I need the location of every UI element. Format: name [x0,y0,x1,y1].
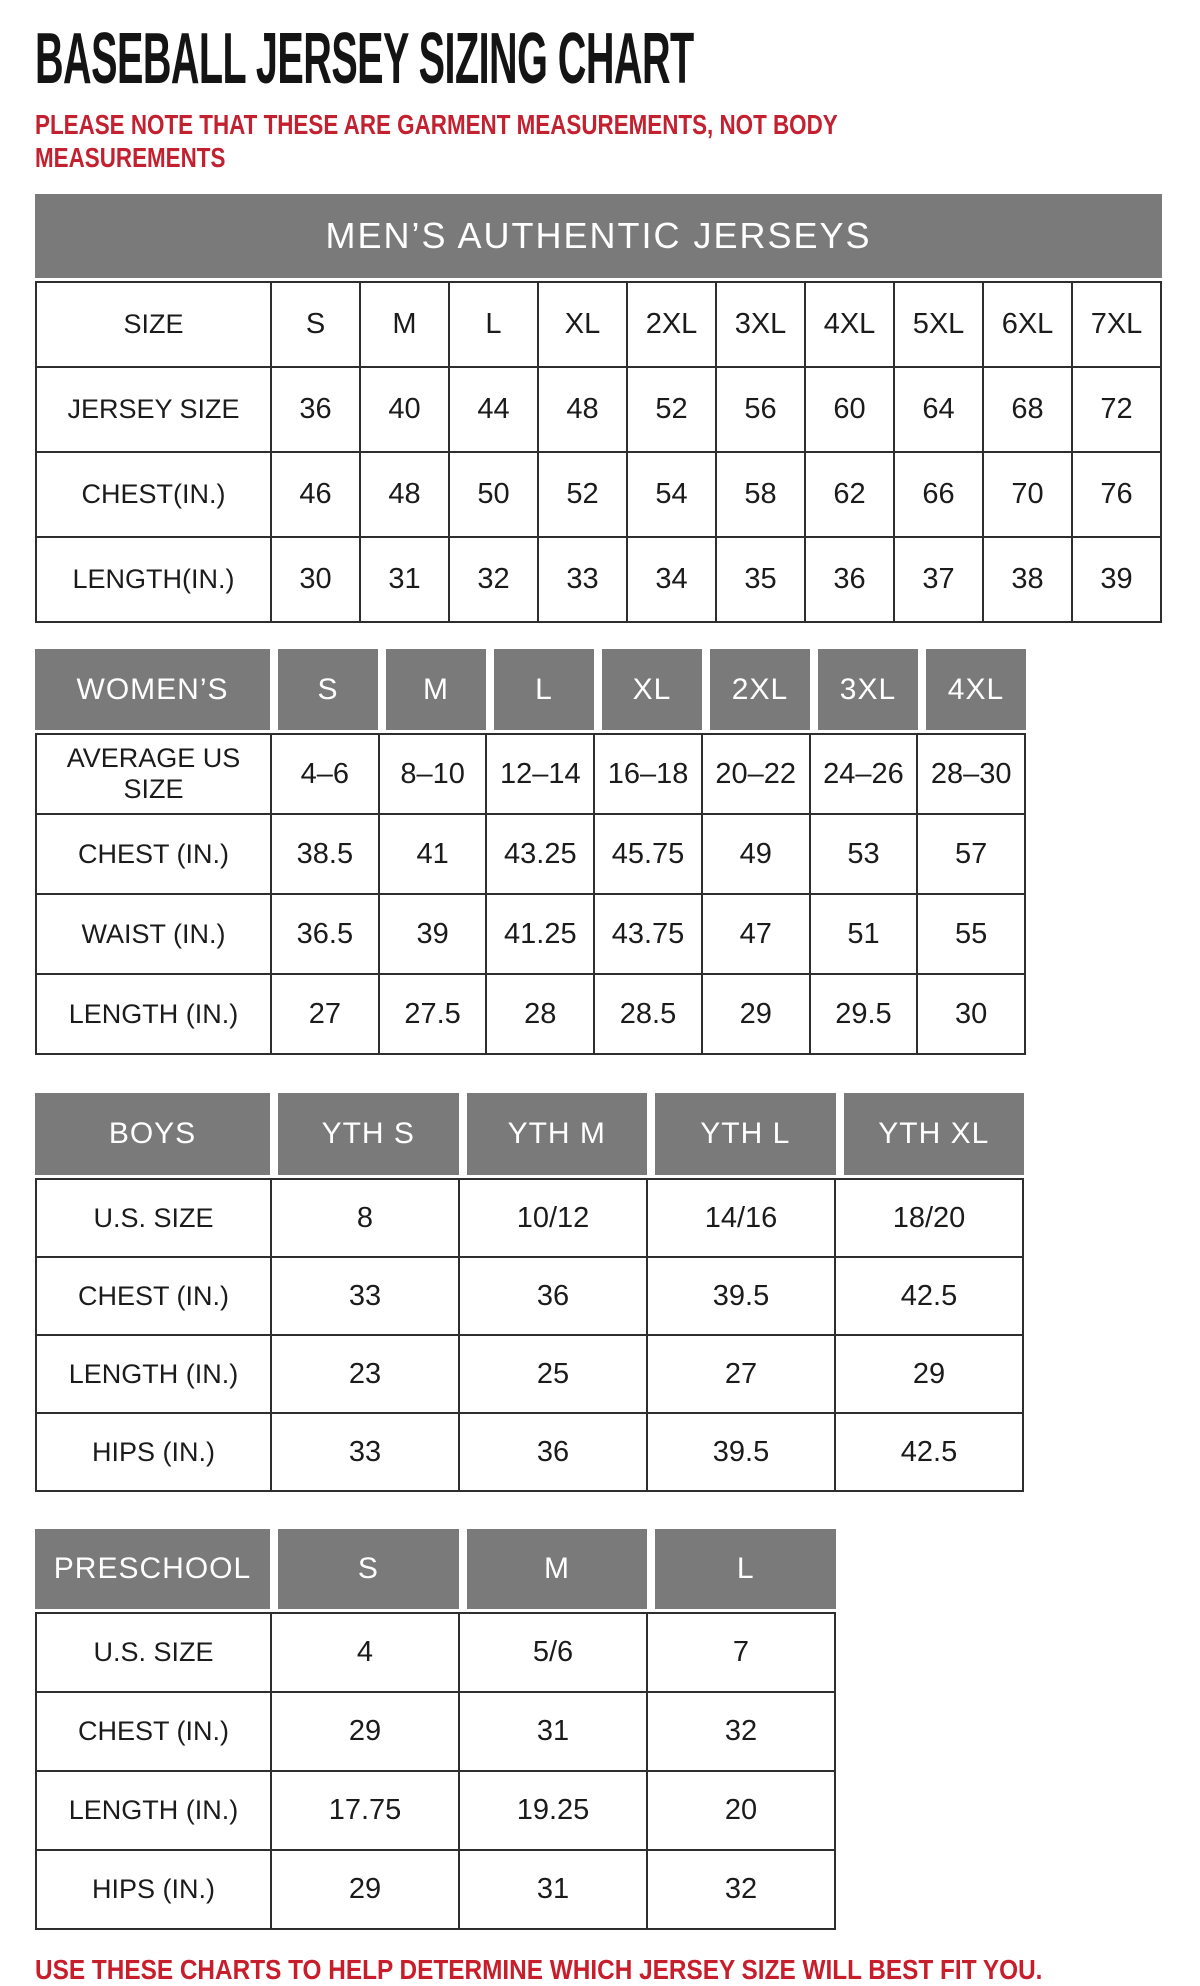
table-cell: 32 [646,1851,834,1928]
table-cell: 4 [270,1614,458,1691]
row-label: JERSEY SIZE [67,394,240,424]
table-cell: 36 [458,1258,646,1334]
footer-note: USE THESE CHARTS TO HELP DETERMINE WHICH JERSEY SIZE WILL BEST FIT YOU. [35,1954,1043,1985]
womens-row [37,973,1024,1053]
table-cell: 41.25 [485,895,593,973]
table-cell: 39.5 [646,1414,834,1490]
table-cell: 54 [626,453,715,536]
womens-header-col: 2XL [706,649,814,730]
preschool-row [37,1614,834,1691]
preschool-header-col: M [463,1529,652,1609]
table-cell: 72 [1071,368,1160,451]
preschool-sizing-table [35,1529,836,1930]
table-cell: 39.5 [646,1258,834,1334]
preschool-row [37,1691,834,1770]
table-cell: 58 [715,453,804,536]
table-cell: 31 [359,538,448,621]
table-cell: 36 [804,538,893,621]
table-cell: 39 [1071,538,1160,621]
row-label: CHEST (IN.) [77,1716,229,1746]
row-label: CHEST(IN.) [81,479,226,509]
table-cell: 36 [458,1414,646,1490]
table-cell: 28–30 [916,735,1024,813]
table-cell: 16–18 [593,735,701,813]
table-cell: 44 [448,368,537,451]
womens-row [37,893,1024,973]
note-line-1: PLEASE NOTE THAT THESE ARE GARMENT MEASUREMENTS, NOT BODY [35,109,838,140]
preschool-header-col: L [651,1529,836,1609]
table-cell: 62 [804,453,893,536]
table-cell: 7 [646,1614,834,1691]
boys-header-col: YTH XL [840,1093,1025,1175]
womens-sizing-table [35,649,1026,1055]
preschool-table-body [35,1612,836,1930]
boys-row [37,1256,1022,1334]
womens-header-col: S [274,649,382,730]
table-cell: 7XL [1071,283,1160,366]
boys-row [37,1334,1022,1412]
row-label: WAIST (IN.) [81,918,226,949]
table-cell: 52 [626,368,715,451]
table-cell: 36 [270,368,359,451]
table-cell: 70 [982,453,1071,536]
table-cell: 17.75 [270,1772,458,1849]
table-cell: 32 [448,538,537,621]
table-cell: 36.5 [270,895,378,973]
table-cell: M [359,283,448,366]
table-cell: 47 [701,895,809,973]
table-cell: 8–10 [378,735,486,813]
table-cell: 6XL [982,283,1071,366]
preschool-header-label: PRESCHOOL [35,1529,274,1609]
row-label: LENGTH(IN.) [72,564,235,594]
table-cell: S [270,283,359,366]
table-cell: 5/6 [458,1614,646,1691]
boys-row [37,1412,1022,1490]
table-cell: L [448,283,537,366]
table-cell: 30 [916,975,1024,1053]
table-cell: 34 [626,538,715,621]
table-cell: 48 [359,453,448,536]
row-label: CHEST (IN.) [77,838,229,869]
table-cell: 48 [537,368,626,451]
row-label: HIPS (IN.) [91,1874,215,1904]
mens-row [37,536,1160,621]
table-cell: 25 [458,1336,646,1412]
garment-measurements-note [35,108,967,174]
row-label: U.S. SIZE [93,1202,214,1233]
table-cell: 27.5 [378,975,486,1053]
mens-jerseys-table-section [35,194,1162,623]
table-cell: 20 [646,1772,834,1849]
table-cell: 50 [448,453,537,536]
table-cell: 41 [378,815,486,893]
table-cell: XL [537,283,626,366]
row-label: AVERAGE US SIZE [66,743,241,804]
table-cell: 4–6 [270,735,378,813]
boys-header-col: YTH M [463,1093,652,1175]
preschool-jerseys-table-section [35,1529,836,1930]
mens-row [37,366,1160,451]
note-line-2: MEASUREMENTS [35,142,226,173]
table-cell: 56 [715,368,804,451]
table-cell: 29 [270,1693,458,1770]
boys-header-label: BOYS [35,1093,274,1175]
preschool-row [37,1849,834,1928]
mens-row [37,283,1160,366]
table-cell: 3XL [715,283,804,366]
preschool-header-col: S [274,1529,463,1609]
table-cell: 28 [485,975,593,1053]
row-label: SIZE [123,309,184,339]
table-cell: 27 [270,975,378,1053]
table-cell: 30 [270,538,359,621]
page-title: BASEBALL JERSEY SIZING CHART [35,19,694,99]
table-cell: 42.5 [834,1414,1022,1490]
table-cell: 40 [359,368,448,451]
table-cell: 2XL [626,283,715,366]
row-label: LENGTH (IN.) [68,1358,239,1389]
table-cell: 33 [270,1414,458,1490]
womens-header-col: 3XL [814,649,922,730]
table-cell: 20–22 [701,735,809,813]
table-cell: 23 [270,1336,458,1412]
table-cell: 12–14 [485,735,593,813]
table-cell: 28.5 [593,975,701,1053]
table-cell: 24–26 [809,735,917,813]
table-cell: 66 [893,453,982,536]
mens-table-banner: MEN’S AUTHENTIC JERSEYS [35,194,1162,278]
table-cell: 32 [646,1693,834,1770]
boys-jerseys-table-section [35,1093,1024,1492]
table-cell: 55 [916,895,1024,973]
womens-header-row [35,649,1026,730]
preschool-header-row [35,1529,836,1609]
table-cell: 46 [270,453,359,536]
boys-header-col: YTH L [651,1093,840,1175]
table-cell: 8 [270,1180,458,1256]
table-cell: 33 [270,1258,458,1334]
table-cell: 27 [646,1336,834,1412]
table-cell: 29.5 [809,975,917,1053]
table-cell: 37 [893,538,982,621]
table-cell: 42.5 [834,1258,1022,1334]
row-label: LENGTH (IN.) [68,998,239,1029]
row-label: CHEST (IN.) [77,1280,229,1311]
table-cell: 53 [809,815,917,893]
womens-header-col: 4XL [922,649,1026,730]
mens-row [37,451,1160,536]
womens-header-col: XL [598,649,706,730]
table-cell: 29 [701,975,809,1053]
womens-header-col: L [490,649,598,730]
table-cell: 57 [916,815,1024,893]
boys-row [37,1180,1022,1256]
table-cell: 45.75 [593,815,701,893]
table-cell: 31 [458,1851,646,1928]
table-cell: 60 [804,368,893,451]
mens-sizing-table [35,281,1162,623]
mens-table-body [35,281,1162,623]
table-cell: 52 [537,453,626,536]
row-label: LENGTH (IN.) [68,1795,239,1825]
table-cell: 5XL [893,283,982,366]
table-cell: 39 [378,895,486,973]
table-cell: 43.75 [593,895,701,973]
table-cell: 43.25 [485,815,593,893]
womens-header-col: M [382,649,490,730]
womens-row [37,735,1024,813]
table-cell: 49 [701,815,809,893]
boys-header-row [35,1093,1024,1175]
womens-header-label: WOMEN’S [35,649,274,730]
table-cell: 33 [537,538,626,621]
table-cell: 10/12 [458,1180,646,1256]
table-cell: 29 [834,1336,1022,1412]
table-cell: 68 [982,368,1071,451]
table-cell: 51 [809,895,917,973]
womens-row [37,813,1024,893]
boys-table-body [35,1178,1024,1492]
boys-header-col: YTH S [274,1093,463,1175]
table-cell: 4XL [804,283,893,366]
table-cell: 18/20 [834,1180,1022,1256]
table-cell: 29 [270,1851,458,1928]
table-cell: 64 [893,368,982,451]
table-cell: 14/16 [646,1180,834,1256]
table-cell: 38.5 [270,815,378,893]
boys-sizing-table [35,1093,1024,1492]
preschool-row [37,1770,834,1849]
table-cell: 35 [715,538,804,621]
table-cell: 38 [982,538,1071,621]
womens-table-body [35,733,1026,1055]
womens-jerseys-table-section [35,649,1026,1055]
table-cell: 31 [458,1693,646,1770]
table-cell: 76 [1071,453,1160,536]
row-label: U.S. SIZE [93,1637,214,1667]
row-label: HIPS (IN.) [91,1436,215,1467]
table-cell: 19.25 [458,1772,646,1849]
